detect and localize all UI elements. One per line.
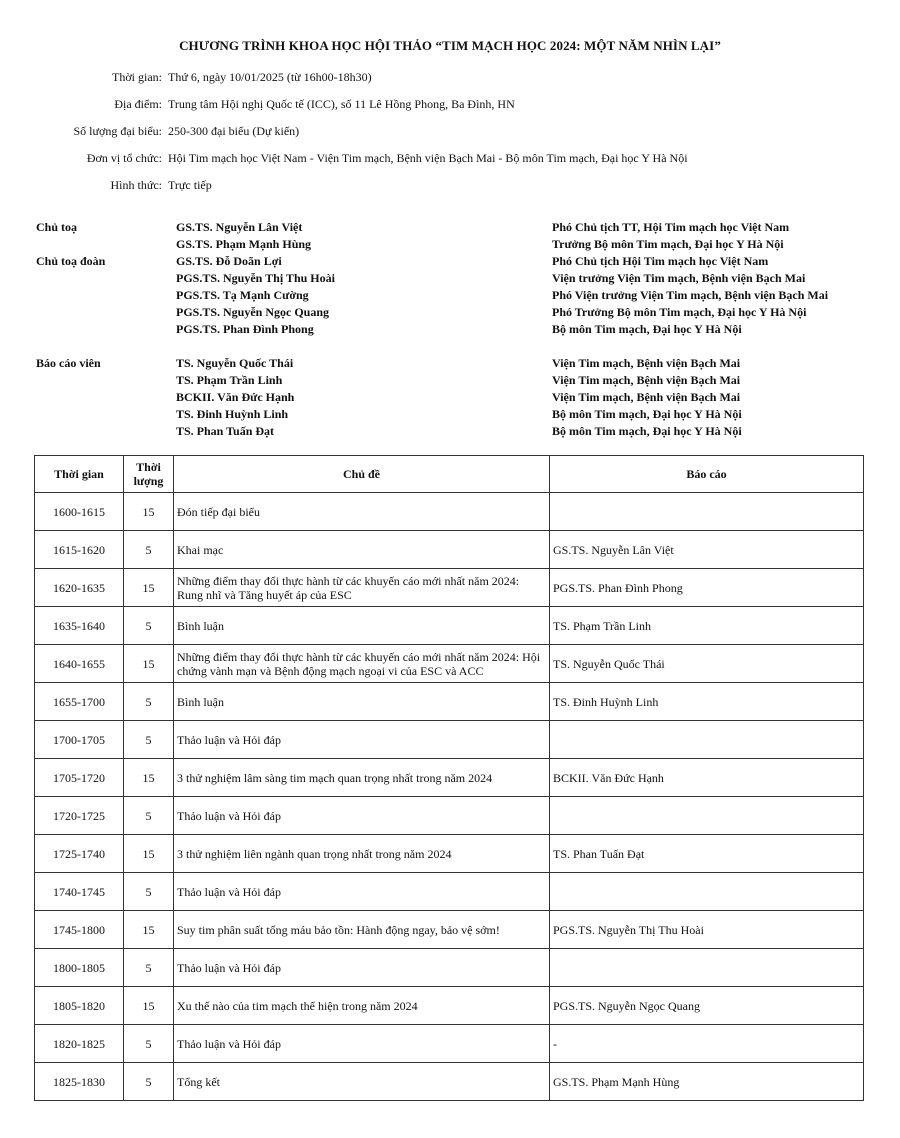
cell-duration: 15: [124, 645, 174, 683]
cell-duration: 5: [124, 721, 174, 759]
table-row: [35, 911, 864, 949]
person-name: GS.TS. Nguyễn Lân Việt: [176, 220, 303, 234]
info-value: Trung tâm Hội nghị Quốc tế (ICC), số 11 Lê Hồng Phong, Ba Đình, HN: [168, 97, 515, 111]
table-row: [35, 645, 864, 683]
table-row: [35, 797, 864, 835]
role-label: Chủ toạ đoàn: [36, 254, 106, 268]
cell-presenter: -: [550, 1025, 864, 1063]
person-name: TS. Phan Tuấn Đạt: [176, 424, 275, 438]
cell-topic: Suy tim phân suất tống máu bảo tồn: Hành động ngay, bảo vệ sớm!: [174, 911, 550, 949]
person-name: PGS.TS. Tạ Mạnh Cường: [176, 288, 309, 302]
cell-presenter: BCKII. Văn Đức Hạnh: [550, 759, 864, 797]
cell-time: 1825-1830: [35, 1063, 124, 1101]
role-label: [36, 236, 176, 253]
person-title: Trưởng Bộ môn Tim mạch, Đại học Y Hà Nội: [552, 237, 784, 251]
cell-duration: 5: [124, 1063, 174, 1101]
info-label: Thời gian:: [111, 70, 162, 84]
table-row: [35, 873, 864, 911]
cell-topic: Bình luận: [174, 683, 550, 721]
cell-time: 1820-1825: [35, 1025, 124, 1063]
speaker-row: [36, 389, 876, 406]
cell-topic: Đón tiếp đại biểu: [174, 493, 550, 531]
table-row: [35, 1063, 864, 1101]
cell-presenter: GS.TS. Phạm Mạnh Hùng: [550, 1063, 864, 1101]
cell-duration: 15: [124, 987, 174, 1025]
table-row: [35, 759, 864, 797]
info-value: 250-300 đại biểu (Dự kiến): [168, 124, 300, 138]
person-name: GS.TS. Phạm Mạnh Hùng: [176, 237, 312, 251]
cell-topic: Khai mạc: [174, 531, 550, 569]
cell-presenter: PGS.TS. Nguyễn Ngọc Quang: [550, 987, 864, 1025]
table-row: [35, 835, 864, 873]
info-row: [40, 124, 880, 151]
chair-row: [36, 219, 876, 236]
table-row: [35, 531, 864, 569]
cell-presenter: [550, 493, 864, 531]
cell-duration: 5: [124, 873, 174, 911]
info-label: Hình thức:: [110, 178, 162, 192]
cell-presenter: TS. Phan Tuấn Đạt: [550, 835, 864, 873]
chair-row: [36, 304, 876, 321]
chair-row: [36, 287, 876, 304]
speaker-row: [36, 372, 876, 389]
person-name: BCKII. Văn Đức Hạnh: [176, 390, 295, 404]
speaker-row: [36, 406, 876, 423]
cell-duration: 5: [124, 683, 174, 721]
table-row: [35, 569, 864, 607]
cell-time: 1635-1640: [35, 607, 124, 645]
cell-presenter: [550, 873, 864, 911]
info-row: [40, 178, 880, 205]
chairs-list: [36, 219, 876, 338]
cell-presenter: PGS.TS. Nguyễn Thị Thu Hoài: [550, 911, 864, 949]
info-label: Địa điểm:: [114, 97, 162, 111]
person-title: Phó Trưởng Bộ môn Tim mạch, Đại học Y Hà Nội: [552, 305, 807, 319]
person-title: Phó Viện trưởng Viện Tim mạch, Bệnh viện Bạch Mai: [552, 288, 829, 302]
table-row: [35, 949, 864, 987]
person-title: Phó Chủ tịch TT, Hội Tim mạch học Việt Nam: [552, 220, 790, 234]
info-row: [40, 151, 880, 178]
cell-time: 1700-1705: [35, 721, 124, 759]
person-name: PGS.TS. Nguyễn Ngọc Quang: [176, 305, 330, 319]
cell-topic: Thảo luận và Hỏi đáp: [174, 949, 550, 987]
person-name: PGS.TS. Phan Đình Phong: [176, 322, 314, 336]
person-name: TS. Phạm Trần Linh: [176, 373, 283, 387]
person-name: PGS.TS. Nguyễn Thị Thu Hoài: [176, 271, 335, 285]
info-label: Số lượng đại biểu:: [73, 124, 162, 138]
cell-duration: 15: [124, 569, 174, 607]
cell-presenter: PGS.TS. Phan Đình Phong: [550, 569, 864, 607]
header-presenter: Báo cáo: [550, 456, 864, 493]
cell-topic: Những điểm thay đổi thực hành từ các khuyến cáo mới nhất năm 2024: Rung nhĩ và Tăng huyết áp của ESC: [174, 569, 550, 607]
cell-time: 1720-1725: [35, 797, 124, 835]
role-label: [36, 423, 176, 440]
person-name: TS. Đinh Huỳnh Linh: [176, 407, 289, 421]
cell-topic: Tổng kết: [174, 1063, 550, 1101]
event-info: [40, 70, 880, 205]
person-title: Viện Tim mạch, Bệnh viện Bạch Mai: [552, 373, 741, 387]
cell-topic: Bình luận: [174, 607, 550, 645]
chair-row: [36, 270, 876, 287]
cell-duration: 15: [124, 759, 174, 797]
cell-presenter: TS. Đinh Huỳnh Linh: [550, 683, 864, 721]
role-label: [36, 372, 176, 389]
cell-time: 1705-1720: [35, 759, 124, 797]
person-title: Phó Chủ tịch Hội Tim mạch học Việt Nam: [552, 254, 769, 268]
schedule-header-row: [35, 456, 864, 493]
cell-duration: 5: [124, 607, 174, 645]
cell-presenter: [550, 721, 864, 759]
role-label: Chủ toạ: [36, 220, 78, 234]
cell-topic: Thảo luận và Hỏi đáp: [174, 797, 550, 835]
cell-duration: 15: [124, 835, 174, 873]
chair-row: [36, 253, 876, 270]
role-label: [36, 406, 176, 423]
cell-topic: Những điểm thay đổi thực hành từ các khuyến cáo mới nhất năm 2024: Hội chứng vành mạn và Bệnh động mạch ngoại vi của ESC và ACC: [174, 645, 550, 683]
cell-time: 1615-1620: [35, 531, 124, 569]
cell-duration: 15: [124, 493, 174, 531]
role-label: [36, 287, 176, 304]
role-label: [36, 304, 176, 321]
role-label: [36, 270, 176, 287]
table-row: [35, 987, 864, 1025]
cell-time: 1805-1820: [35, 987, 124, 1025]
chair-row: [36, 236, 876, 253]
header-time: Thời gian: [35, 456, 124, 493]
person-title: Viện Tim mạch, Bệnh viện Bạch Mai: [552, 390, 741, 404]
header-duration: [124, 456, 174, 493]
page-title: CHƯƠNG TRÌNH KHOA HỌC HỘI THẢO “TIM MẠCH HỌC 2024: MỘT NĂM NHÌN LẠI”: [179, 38, 721, 53]
person-title: Bộ môn Tim mạch, Đại học Y Hà Nội: [552, 322, 742, 336]
chair-row: [36, 321, 876, 338]
info-row: [40, 97, 880, 124]
person-title: Viện trưởng Viện Tim mạch, Bệnh viện Bạch Mai: [552, 271, 806, 285]
table-row: [35, 607, 864, 645]
cell-presenter: TS. Phạm Trần Linh: [550, 607, 864, 645]
header-topic: Chủ đề: [174, 456, 550, 493]
table-row: [35, 493, 864, 531]
header-duration-line2: lượng: [133, 474, 164, 488]
cell-topic: Thảo luận và Hỏi đáp: [174, 721, 550, 759]
cell-duration: 5: [124, 797, 174, 835]
person-name: GS.TS. Đỗ Doãn Lợi: [176, 254, 282, 268]
person-title: Bộ môn Tim mạch, Đại học Y Hà Nội: [552, 407, 742, 421]
table-row: [35, 1025, 864, 1063]
info-label: Đơn vị tổ chức:: [86, 151, 162, 165]
table-row: [35, 721, 864, 759]
person-name: TS. Nguyễn Quốc Thái: [176, 356, 294, 370]
cell-topic: Thảo luận và Hỏi đáp: [174, 1025, 550, 1063]
cell-duration: 15: [124, 911, 174, 949]
role-label: Báo cáo viên: [36, 356, 101, 370]
info-value: Trực tiếp: [168, 178, 212, 192]
role-label: [36, 389, 176, 406]
cell-topic: 3 thử nghiệm lâm sàng tim mạch quan trọng nhất trong năm 2024: [174, 759, 550, 797]
cell-duration: 5: [124, 1025, 174, 1063]
cell-time: 1740-1745: [35, 873, 124, 911]
cell-topic: Xu thế nào của tim mạch thể hiện trong năm 2024: [174, 987, 550, 1025]
speakers-list: [36, 355, 876, 440]
cell-time: 1620-1635: [35, 569, 124, 607]
info-value: Thứ 6, ngày 10/01/2025 (từ 16h00-18h30): [168, 70, 372, 84]
cell-time: 1725-1740: [35, 835, 124, 873]
schedule-table: [34, 455, 864, 1101]
cell-presenter: [550, 949, 864, 987]
cell-time: 1745-1800: [35, 911, 124, 949]
cell-time: 1800-1805: [35, 949, 124, 987]
role-label: [36, 321, 176, 338]
cell-time: 1640-1655: [35, 645, 124, 683]
speaker-row: [36, 355, 876, 372]
header-duration-line1: Thời: [136, 460, 161, 474]
cell-topic: 3 thử nghiệm liên ngành quan trọng nhất trong năm 2024: [174, 835, 550, 873]
cell-time: 1600-1615: [35, 493, 124, 531]
cell-duration: 5: [124, 531, 174, 569]
info-row: [40, 70, 880, 97]
speaker-row: [36, 423, 876, 440]
cell-duration: 5: [124, 949, 174, 987]
cell-presenter: GS.TS. Nguyễn Lân Việt: [550, 531, 864, 569]
person-title: Bộ môn Tim mạch, Đại học Y Hà Nội: [552, 424, 742, 438]
person-title: Viện Tim mạch, Bệnh viện Bạch Mai: [552, 356, 741, 370]
info-value: Hội Tim mạch học Việt Nam - Viện Tim mạch, Bệnh viện Bạch Mai - Bộ môn Tim mạch, Đại học Y Hà Nội: [168, 151, 688, 165]
cell-presenter: [550, 797, 864, 835]
cell-topic: Thảo luận và Hỏi đáp: [174, 873, 550, 911]
table-row: [35, 683, 864, 721]
cell-presenter: TS. Nguyễn Quốc Thái: [550, 645, 864, 683]
cell-time: 1655-1700: [35, 683, 124, 721]
